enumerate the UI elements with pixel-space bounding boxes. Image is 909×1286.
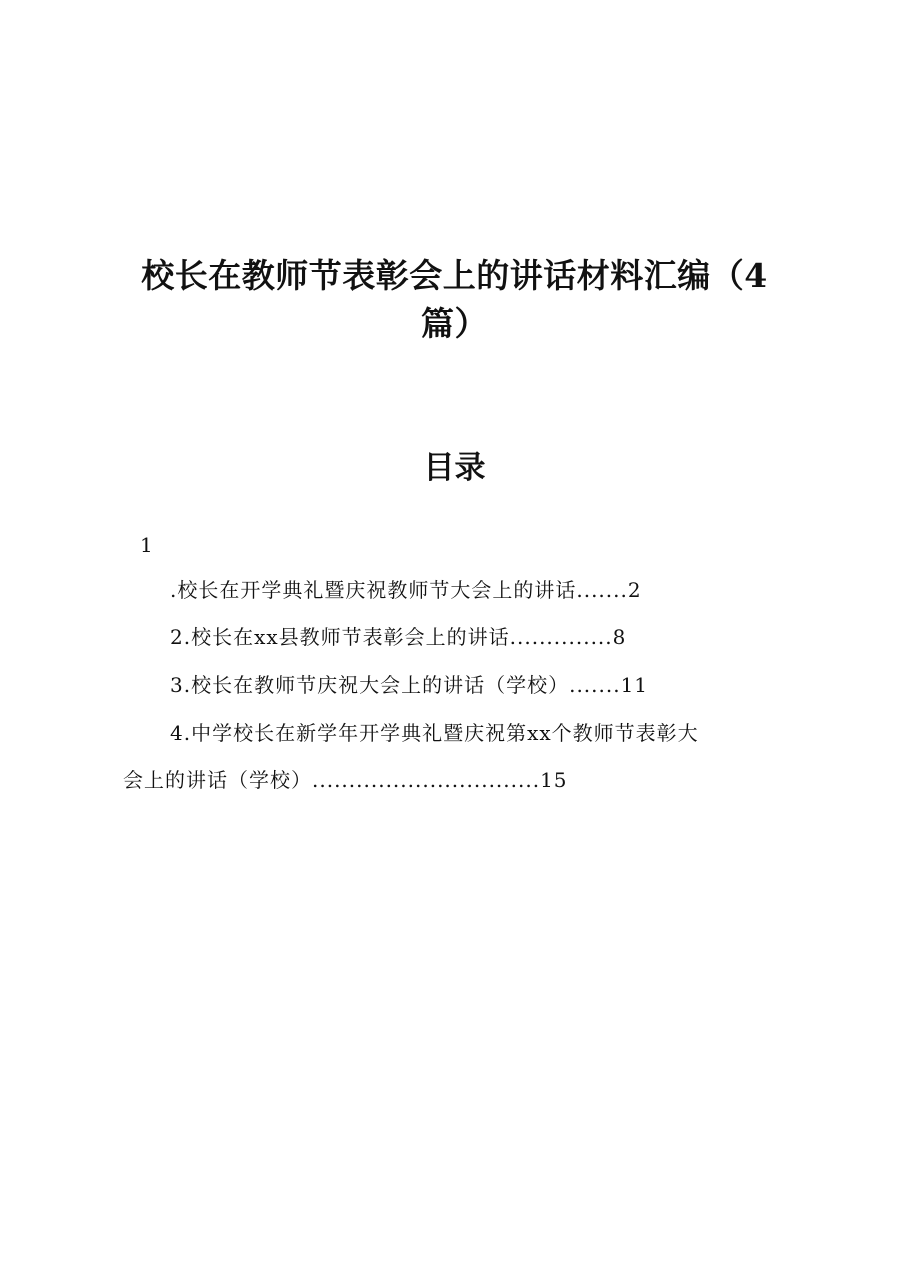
toc-entry-2[interactable]: 2.校长在xx县教师节表彰会上的讲话..............8 bbox=[170, 625, 627, 649]
toc-entry-number: 1 bbox=[140, 533, 154, 557]
document-title: 校长在教师节表彰会上的讲话材料汇编（4篇） bbox=[141, 256, 768, 343]
toc-entry-1[interactable]: .校长在开学典礼暨庆祝教师节大会上的讲话.......2 bbox=[170, 578, 642, 602]
toc-entry-4-part2[interactable]: 会上的讲话（学校）...............................15 bbox=[123, 768, 568, 792]
toc-entry-3[interactable]: 3.校长在教师节庆祝大会上的讲话（学校）.......11 bbox=[170, 673, 649, 697]
toc-entry-4-part1[interactable]: 4.中学校长在新学年开学典礼暨庆祝第xx个教师节表彰大 bbox=[170, 721, 699, 745]
toc-heading: 目录 bbox=[423, 450, 486, 486]
